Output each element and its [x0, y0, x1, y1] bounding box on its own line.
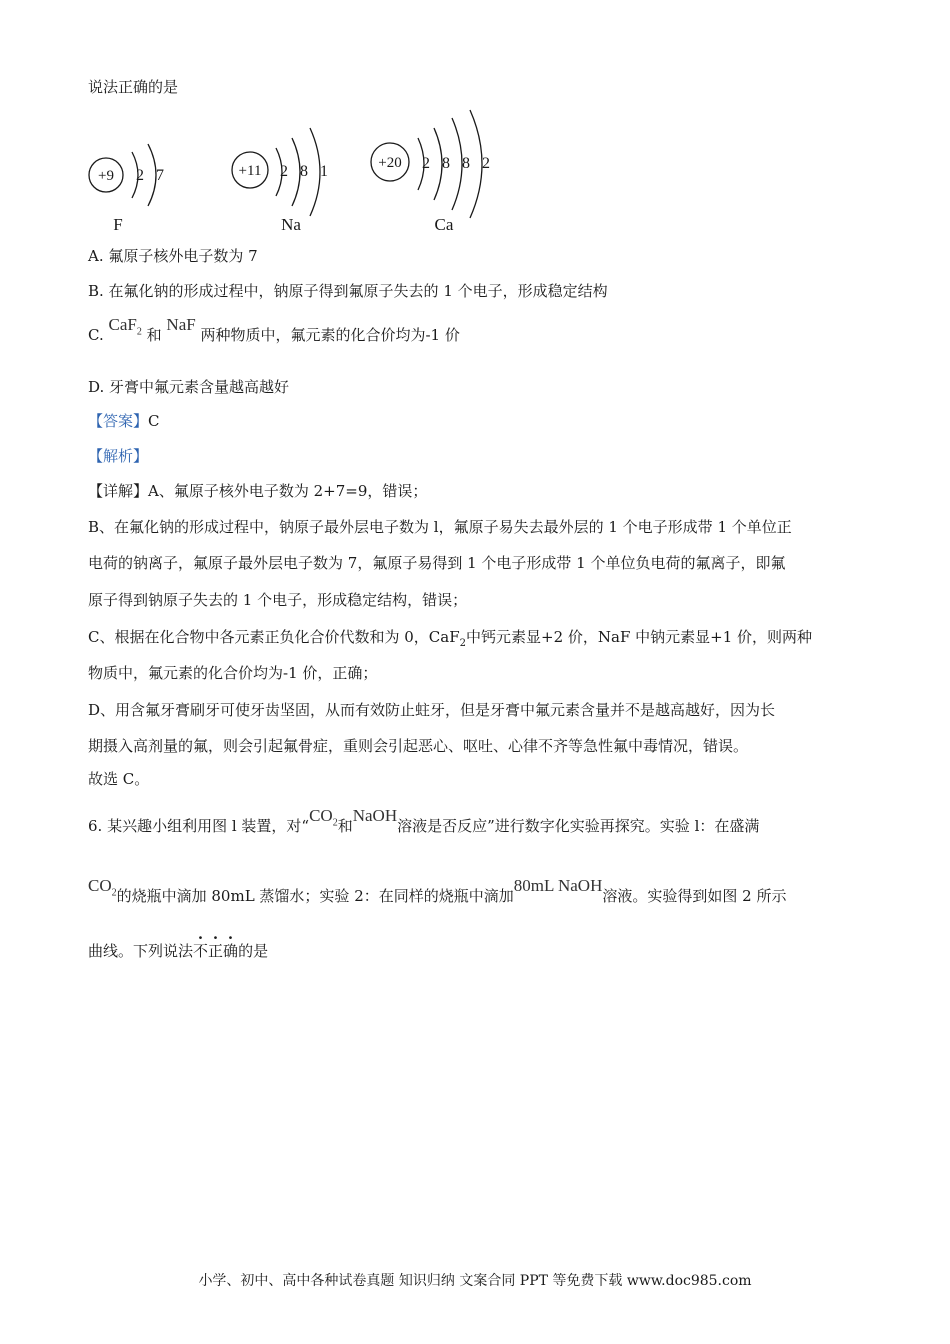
calcium-shell-2: 8: [442, 155, 450, 172]
detail-line-1: [88, 480, 427, 502]
detail-line-5: [88, 626, 812, 655]
q6-text-1: 6. 某兴趣小组利用图 l 装置，对“: [88, 817, 310, 835]
fluorine-label: F: [113, 215, 123, 234]
formula-co2-2: [88, 876, 117, 899]
calcium-nucleus: +20: [378, 155, 402, 171]
formula-co2: [309, 806, 338, 829]
q6-and: 和: [337, 817, 353, 835]
emphasis-char-2: 正: [208, 942, 224, 960]
fluorine-shell-1: 2: [136, 167, 144, 184]
detail-line-9: 故选 C。: [88, 770, 150, 788]
sodium-atom: [232, 128, 328, 234]
q6-text-3: 的烧瓶中滴加 80mL 蒸馏水；实验 2：在同样的烧瓶中滴加: [116, 887, 514, 905]
formula-naoh: NaOH: [352, 806, 398, 825]
detail-line-7: D、用含氟牙膏刷牙可使牙齿坚固，从而有效防止蛀牙，但是牙膏中氟元素含量并不是越高越好，因为长: [88, 701, 776, 719]
emphasis-char-1: 不: [193, 942, 209, 960]
emphasis-char-3: 确: [223, 942, 239, 960]
formula-co2-2-sub: 2: [111, 887, 117, 899]
formula-co2-sub: 2: [332, 817, 338, 829]
sodium-nucleus: +11: [238, 163, 262, 179]
calcium-shell-3: 8: [462, 155, 470, 172]
detail-c-part1: C、根据在化合物中各元素正负化合价代数和为 0，CaF: [88, 628, 460, 646]
answer-line: [88, 410, 160, 432]
intro-text: 说法正确的是: [88, 78, 179, 96]
option-b: B. 在氟化钠的形成过程中，钠原子得到氟原子失去的 1 个电子，形成稳定结构: [88, 282, 608, 300]
calcium-atom: [371, 110, 490, 234]
option-a: A. 氟原子核外电子数为 7: [88, 247, 258, 265]
detail-line-2: B、在氟化钠的形成过程中，钠原子最外层电子数为 l，氟原子易失去最外层的 1 个电子形成带 1 个单位正: [88, 518, 792, 536]
q6-text-5: 曲线。下列说法: [88, 942, 194, 960]
q6-text-4: 溶液。实验得到如图 2 所示: [602, 887, 787, 905]
analysis-tag: 【解析】: [88, 447, 149, 465]
sodium-shell-1: 2: [280, 163, 288, 180]
sodium-label: Na: [281, 215, 301, 234]
detail-line-4: 原子得到钠原子失去的 1 个电子，形成稳定结构，错误；: [88, 591, 468, 609]
question-6-line-1: [88, 808, 759, 851]
fluorine-nucleus: +9: [98, 168, 114, 184]
formula-caf2-main: CaF: [108, 315, 137, 334]
question-6-line-2: [88, 878, 786, 921]
option-c-suffix: 两种物质中，氟元素的化合价均为-1 价: [200, 326, 460, 344]
formula-co2-2-main: CO: [88, 876, 112, 895]
calcium-shell-1: 2: [422, 155, 430, 172]
q6-text-2: 溶液是否反应”进行数字化实验再探究。实验 l：在盛满: [397, 817, 760, 835]
q6-text-6: 的是: [238, 942, 269, 960]
fluorine-atom: [89, 144, 164, 234]
question-6-line-3: [88, 940, 268, 962]
answer-value: C: [148, 412, 160, 430]
detail-a: A、氟原子核外电子数为 2+7=9，错误；: [148, 482, 428, 500]
formula-80ml-naoh: 80mL NaOH: [513, 876, 603, 895]
sodium-shell-2: 8: [300, 163, 308, 180]
detail-c-sub: 2: [459, 638, 466, 649]
answer-tag: 【答案】: [88, 412, 149, 430]
formula-caf2-sub: 2: [136, 326, 142, 338]
detail-line-3: 电荷的钠离子，氟原子最外层电子数为 7，氟原子易得到 1 个电子形成带 1 个单位负电荷的氟离子，即氟: [88, 554, 786, 572]
option-c-prefix: C.: [88, 326, 104, 344]
sodium-shell-3: 1: [320, 163, 328, 180]
fluorine-shell-2: 7: [156, 167, 164, 184]
option-d: D. 牙膏中氟元素含量越高越好: [88, 378, 290, 396]
page-footer: 小学、初中、高中各种试卷真题 知识归纳 文案合同 PPT 等免费下载 www.doc985.com: [198, 1273, 752, 1289]
detail-c-part2: 中钙元素显+2 价，NaF 中钠元素显+1 价，则两种: [466, 628, 813, 646]
detail-line-8: 期摄入高剂量的氟，则会引起氟骨症，重则会引起恶心、呕吐、心律不齐等急性氟中毒情况，错误。: [88, 737, 749, 755]
formula-co2-main: CO: [309, 806, 333, 825]
calcium-shell-4: 2: [482, 155, 490, 172]
option-c: [88, 315, 460, 357]
detail-line-6: 物质中，氟元素的化合价均为-1 价，正确；: [88, 664, 378, 682]
formula-naf: NaF: [166, 315, 196, 334]
formula-caf2: [108, 315, 142, 338]
detail-tag: 【详解】: [88, 482, 149, 500]
option-c-and: 和: [146, 326, 162, 344]
atomic-structure-diagram: [80, 108, 520, 238]
calcium-label: Ca: [434, 215, 454, 234]
